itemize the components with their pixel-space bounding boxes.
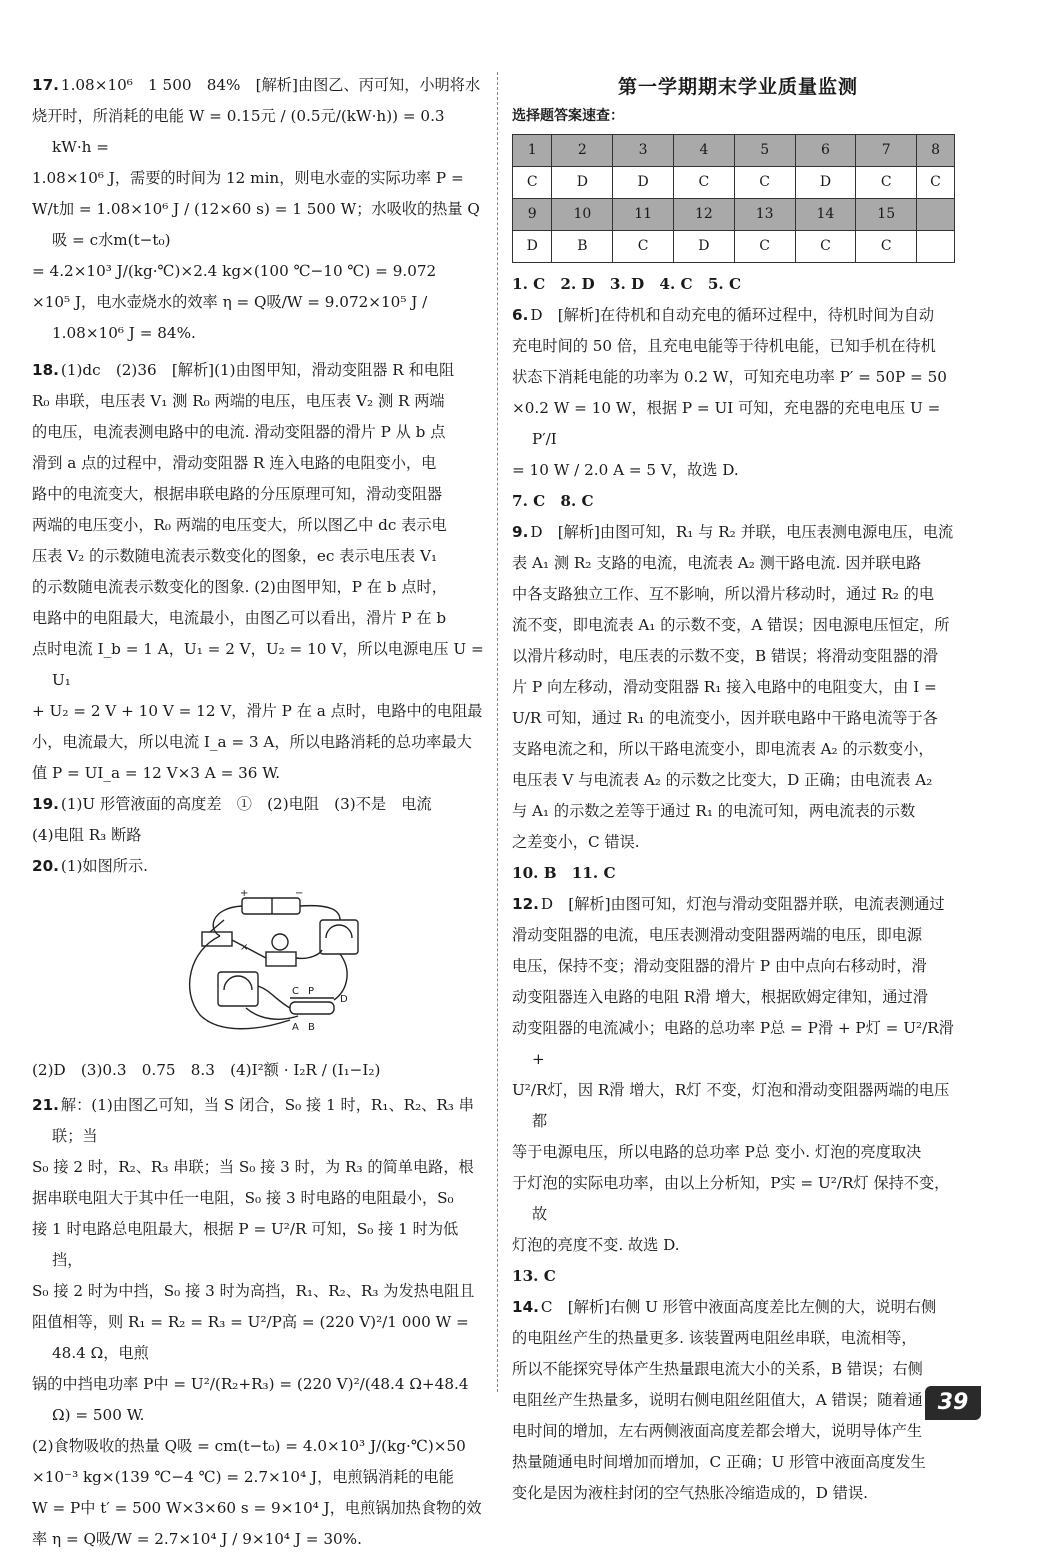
svg-text:P: P: [308, 986, 315, 997]
table-row: C D D C C D C C: [513, 167, 955, 199]
answer-19: 19. (1)U 形管液面的高度差 ① (2)电阻 (3)不是 电流 (4)电阻 R₃ 断路: [32, 795, 432, 844]
table-row: 9 10 11 12 13 14 15: [513, 199, 955, 231]
answer-18: 18. (1)dc (2)36 [解析](1)由图甲知，滑动变阻器 R 和电阻 R₀ 串联，电压表 V₁ 测 R₀ 两端的电压，电压表 V₂ 测 R 两端 的电压，电流表测电路中的电流. 滑动变阻器的滑片 P 从 b 点 滑到 a 点的过程中，滑动变阻器 R 连入电路的电阻变小，电 路中的电流变大，根据串联电路的分压原理可知，滑动变阻器 两端的电压变小，R₀ 两端的电压变大，所以图乙中 dc 表示电 压表 V₂ 的示数随电流表示数变化的图象，ec 表示电压表 V₁ 的示数随电流表示数变化的图象. (2)由图甲知，P 在 b 点时， 电路中的电阻最大，电流最小，由图乙可以看出，滑片 P 在 b 点时电流 I_b = 1 A，U₁ = 2 V，U₂ = 10 V，所以电源电压 U = U₁ + U₂ = 2 V + 10 V = 12 V，滑片 P 在 a 点时，电路中的电阻最 小，电流最大，所以电流 I_a = 3 A，所以电路消耗的总功率最大 值 P = UI_a = 12 V×3 A = 36 W.: [32, 361, 484, 782]
answers-10-11: 10. B 11. C: [512, 864, 616, 882]
bulb-icon: [272, 934, 288, 950]
table-row: 1 2 3 4 5 6 7 8: [513, 135, 955, 167]
answer-12: 12. D [解析]由图可知，灯泡与滑动变阻器并联，电流表测通过 滑动变阻器的电流，电压表测滑动变阻器两端的电压，即电源 电压，保持不变；滑动变阻器的滑片 P 由中点向右移动时，滑 动变阻器连入电路的电阻 R滑 增大，根据欧姆定律知，通过滑 动变阻器的电流减小；电路的总功率 P总 = P滑 + P灯 = U²/R滑 + U²/R灯，因 R滑 增大，R灯 不变，灯泡和滑动变阻器两端的电压都 等于电源电压，所以电路的总功率 P总 变小. 灯泡的亮度取决 于灯泡的实际电功率，由以上分析知，P实 = U²/R灯 保持不变，故 灯泡的亮度不变. 故选 D.: [512, 895, 954, 1254]
answer-20: 20. (1)如图所示. + − C P D A B × (2)D (3)0.3 0.75 8.3 (4)I²额 · I₂R / (I₁−I₂): [32, 857, 381, 1079]
circuit-diagram-figure: [180, 890, 380, 1040]
answer-9: 9. D [解析]由图可知，R₁ 与 R₂ 并联，电压表测电源电压，电流 表 A₁ 测 R₂ 支路的电流，电流表 A₂ 测干路电流. 因并联电路 中各支路独立工作、互不影响，所以滑片移动时，通过 R₂ 的电 流不变，即电流表 A₁ 的示数不变，A 错误；因电源电压恒定，所 以滑片移动时，电压表的示数不变，B 错误；将滑动变阻器的滑 片 P 向左移动，滑动变阻器 R₁ 接入电路中的电阻变大，由 I = U/R 可知，通过 R₁ 的电流变小，因并联电路中干路电流等于各 支路电流之和，所以干路电流变小，即电流表 A₂ 的示数变小， 电压表 V 与电流表 A₂ 的示数之比变大，D 正确；由电流表 A₂ 与 A₁ 的示数之差等于通过 R₁ 的电流可知，两电流表的示数 之差变小，C 错误.: [512, 523, 954, 851]
answer-14: 14. C [解析]右侧 U 形管中液面高度差比左侧的大，说明右侧 的电阻丝产生的热量更多. 该装置两电阻丝串联，电流相等， 所以不能探究导体产生热量跟电流大小的关系，B 错误；右侧 电阻丝产生热量多，说明右侧电阻丝阻值大，A 错误；随着通 电时间的增加，左右两侧液面高度差都会增大，说明导体产生 热量随通电时间增加而增加，C 正确；U 形管中液面高度发生 变化是因为液柱封闭的空气热胀冷缩造成的，D 错误.: [512, 1298, 937, 1502]
table-row: D B C D C C C: [513, 231, 955, 263]
svg-text:−: −: [295, 890, 304, 899]
left-column: [32, 70, 484, 1555]
answers-7-8: 7. C 8. C: [512, 492, 594, 510]
answer-13: 13. C: [512, 1267, 556, 1285]
rheostat-icon: [290, 1002, 334, 1014]
svg-text:A: A: [292, 1022, 299, 1033]
svg-text:C: C: [292, 986, 299, 997]
answer-key-subtitle: 选择题答案速查：: [512, 108, 624, 124]
svg-text:×: ×: [240, 942, 249, 953]
right-column: [512, 70, 964, 1509]
answers-1-5: 1. C 2. D 3. D 4. C 5. C: [512, 275, 742, 293]
section-title: 第一学期期末学业质量监测: [617, 76, 858, 98]
answer-17: 17. 1.08×10⁶ 1 500 84% [解析]由图乙、丙可知，小明将水 烧开时，所消耗的电能 W = 0.15元 / (0.5元/(kW·h)) = 0.3 kW·h = 1.08×10⁶ J，需要的时间为 12 min，则电水壶的实际功率 P = W/t加 = 1.08×10⁶ J / (12×60 s) = 1 500 W；水吸收的热量 Q吸 = c水m(t−t₀) = 4.2×10³ J/(kg·℃)×2.4 kg×(100 ℃−10 ℃) = 9.072 ×10⁵ J，电水壶烧水的效率 η = Q吸/W = 9.072×10⁵ J / 1.08×10⁶ J = 84%.: [32, 76, 481, 342]
svg-text:B: B: [308, 1022, 315, 1033]
svg-text:D: D: [340, 994, 348, 1005]
svg-text:+: +: [240, 890, 249, 899]
answer-key-table: [512, 134, 955, 263]
battery-icon: [242, 898, 300, 914]
answer-6: 6. D [解析]在待机和自动充电的循环过程中，待机时间为自动 充电时间的 50 倍，且充电电能等于待机电能，已知手机在待机 状态下消耗电能的功率为 0.2 W，可知充电功率 P′ = 50P = 50 ×0.2 W = 10 W，根据 P = UI 可知，充电器的充电电压 U = P′/I = 10 W / 2.0 A = 5 V，故选 D.: [512, 306, 947, 479]
page-number: 39: [925, 1386, 981, 1420]
column-divider: [497, 72, 498, 1392]
answer-21: 21. 解：(1)由图乙可知，当 S 闭合，S₀ 接 1 时，R₁、R₂、R₃ 串联；当 S₀ 接 2 时，R₂、R₃ 串联；当 S₀ 接 3 时，为 R₃ 的简单电路，根 据串联电阻大于其中任一电阻，S₀ 接 3 时电路的电阻最小，S₀ 接 1 时电路总电阻最大，根据 P = U²/R 可知，S₀ 接 1 时为低挡， S₀ 接 2 时为中挡，S₀ 接 3 时为高挡，R₁、R₂、R₃ 为发热电阻且 阻值相等，则 R₁ = R₂ = R₃ = U²/P高 = (220 V)²/1 000 W = 48.4 Ω，电煎 锅的中挡电功率 P中 = U²/(R₂+R₃) = (220 V)²/(48.4 Ω+48.4 Ω) = 500 W. (2)食物吸收的热量 Q吸 = cm(t−t₀) = 4.0×10³ J/(kg·℃)×50 ×10⁻³ kg×(139 ℃−4 ℃) = 2.7×10⁴ J，电煎锅消耗的电能 W = P中 t′ = 500 W×3×60 s = 9×10⁴ J，电煎锅加热食物的效 率 η = Q吸/W = 2.7×10⁴ J / 9×10⁴ J = 30%.: [32, 1096, 482, 1548]
